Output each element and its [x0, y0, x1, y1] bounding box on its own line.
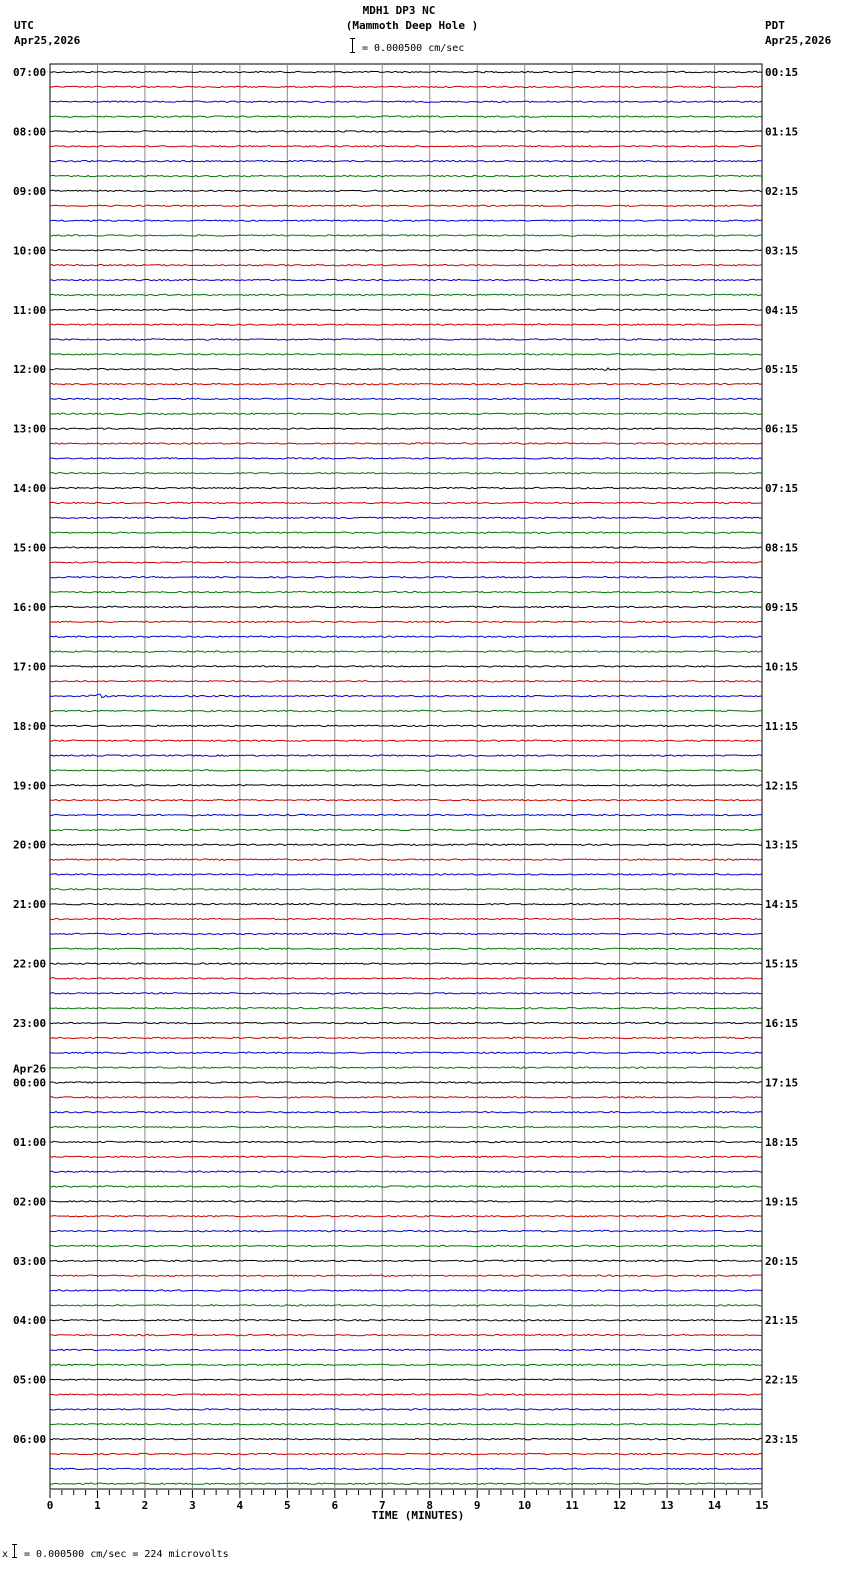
seismic-trace [50, 354, 762, 355]
seismic-trace [50, 621, 762, 622]
utc-hour-label: 15:00 [13, 541, 47, 555]
seismic-trace [50, 844, 762, 845]
seismic-trace [50, 1126, 762, 1127]
pdt-hour-label: 20:15 [765, 1254, 799, 1268]
seismic-trace [50, 1097, 762, 1098]
seismic-trace [50, 398, 762, 399]
utc-hour-label: 04:00 [13, 1314, 47, 1328]
pdt-hour-label: 21:15 [765, 1314, 799, 1328]
pdt-hour-label: 13:15 [765, 838, 799, 852]
pdt-hour-label: 22:15 [765, 1373, 799, 1387]
seismic-trace [50, 889, 762, 890]
seismic-trace [50, 175, 762, 176]
seismic-trace [50, 487, 762, 488]
pdt-hour-label: 03:15 [765, 244, 799, 258]
pdt-hour-label: 14:15 [765, 898, 799, 912]
seismic-trace [50, 814, 762, 815]
seismic-trace [50, 993, 762, 994]
seismic-trace [50, 785, 762, 786]
utc-hour-label: 21:00 [13, 898, 47, 912]
seismic-trace [50, 1334, 762, 1335]
utc-hour-label: 18:00 [13, 719, 47, 733]
pdt-hour-label: 18:15 [765, 1135, 799, 1149]
seismic-trace [50, 874, 762, 875]
seismic-trace [50, 606, 762, 607]
seismic-trace [50, 1424, 762, 1425]
utc-hour-label: 23:00 [13, 1017, 47, 1031]
seismic-trace [50, 250, 762, 251]
utc-hour-label: 10:00 [13, 244, 47, 258]
seismic-trace [50, 577, 762, 578]
seismic-trace [50, 1216, 762, 1217]
seismic-trace [50, 1008, 762, 1009]
station-title: MDH1 DP3 NC [362, 4, 436, 17]
seismic-trace [50, 339, 762, 340]
seismic-trace [50, 532, 762, 533]
seismic-trace [50, 116, 762, 117]
seismic-trace [50, 1245, 762, 1246]
seismic-trace [50, 562, 762, 563]
seismic-trace [50, 220, 762, 221]
seismic-trace [50, 963, 762, 964]
seismic-trace [50, 443, 762, 444]
x-tick-label: 13 [660, 1499, 674, 1512]
seismic-trace [50, 131, 762, 132]
x-tick-label: 2 [141, 1499, 149, 1512]
pdt-hour-label: 02:15 [765, 184, 799, 198]
seismic-trace [50, 1453, 762, 1454]
pdt-hour-label: 11:15 [765, 719, 799, 733]
seismic-trace [50, 1186, 762, 1187]
seismic-trace [50, 918, 762, 919]
footer-marker: x [2, 1549, 9, 1560]
utc-hour-label: 09:00 [13, 184, 47, 198]
seismic-trace [50, 101, 762, 102]
seismic-trace [50, 770, 762, 771]
utc-hour-label: 11:00 [13, 303, 47, 317]
seismic-trace [50, 1260, 762, 1261]
seismic-trace [50, 265, 762, 266]
utc-hour-label: 12:00 [13, 363, 47, 377]
pdt-hour-label: 17:15 [765, 1076, 799, 1090]
seismic-trace [50, 86, 762, 87]
x-tick-label: 5 [284, 1499, 291, 1512]
x-tick-label: 0 [46, 1499, 54, 1512]
date-change-label: Apr26 [13, 1062, 47, 1076]
seismic-trace [50, 1022, 762, 1023]
seismic-trace [50, 71, 762, 72]
utc-hour-label: 05:00 [13, 1373, 47, 1387]
pdt-hour-label: 10:15 [765, 660, 799, 674]
seismic-trace [50, 1305, 762, 1306]
utc-hour-label: 13:00 [13, 422, 47, 436]
utc-hour-label: 08:00 [13, 125, 47, 139]
station-location: (Mammoth Deep Hole ) [345, 19, 479, 32]
seismic-trace [50, 1052, 762, 1053]
x-tick-label: 6 [331, 1499, 339, 1512]
seismic-trace [50, 1438, 762, 1439]
utc-hour-label: 16:00 [13, 600, 47, 614]
seismic-trace [50, 978, 762, 979]
seismic-trace [50, 1201, 762, 1202]
pdt-hour-label: 19:15 [765, 1195, 799, 1209]
pdt-hour-label: 06:15 [765, 422, 799, 436]
pdt-hour-label: 15:15 [765, 957, 799, 971]
seismic-trace [50, 904, 762, 905]
pdt-hour-label: 23:15 [765, 1433, 799, 1447]
seismic-trace [50, 694, 762, 697]
utc-hour-label: 01:00 [13, 1135, 47, 1149]
x-tick-label: 15 [755, 1499, 769, 1512]
x-tick-label: 1 [94, 1499, 101, 1512]
left-date: Apr25,2026 [14, 34, 81, 47]
seismic-trace [50, 740, 762, 741]
utc-hour-label: 06:00 [13, 1433, 47, 1447]
utc-hour-label: 20:00 [13, 838, 47, 852]
seismic-trace [50, 547, 762, 548]
seismic-trace [50, 1483, 762, 1484]
x-tick-label: 3 [189, 1499, 196, 1512]
utc-hour-label: 19:00 [13, 779, 47, 793]
pdt-hour-label: 07:15 [765, 482, 799, 496]
pdt-hour-label: 12:15 [765, 779, 799, 793]
x-tick-label: 10 [518, 1499, 532, 1512]
pdt-hour-label: 04:15 [765, 303, 799, 317]
seismic-trace [50, 458, 762, 459]
seismic-trace [50, 146, 762, 147]
seismic-trace [50, 413, 762, 414]
seismic-trace [50, 502, 762, 503]
seismic-trace [50, 517, 762, 518]
seismic-trace [50, 235, 762, 236]
seismic-trace [50, 1082, 762, 1083]
utc-hour-label: 03:00 [13, 1254, 47, 1268]
x-axis-label: TIME (MINUTES) [371, 1509, 465, 1522]
pdt-hour-label: 08:15 [765, 541, 799, 555]
x-tick-label: 12 [612, 1499, 627, 1512]
seismic-trace [50, 591, 762, 592]
utc-hour-label: 22:00 [13, 957, 47, 971]
seismic-trace [50, 1290, 762, 1291]
footer-scale-bar-icon [14, 1544, 15, 1558]
seismic-trace [50, 1320, 762, 1321]
seismic-trace [50, 190, 762, 191]
seismic-trace [50, 681, 762, 682]
utc-hour-label: 00:00 [13, 1076, 47, 1090]
pdt-hour-label: 05:15 [765, 363, 799, 377]
footer-scale-label: = 0.000500 cm/sec = 224 microvolts [24, 1549, 229, 1560]
pdt-hour-label: 16:15 [765, 1017, 799, 1031]
seismic-trace [50, 651, 762, 652]
pdt-hour-label: 00:15 [765, 66, 799, 79]
seismic-trace [50, 205, 762, 206]
x-tick-label: 4 [236, 1499, 244, 1512]
seismic-trace [50, 279, 762, 280]
utc-hour-label: 07:00 [13, 66, 47, 79]
seismic-trace [50, 1112, 762, 1113]
utc-hour-label: 14:00 [13, 482, 47, 496]
x-tick-label: 9 [473, 1499, 481, 1512]
utc-hour-label: 02:00 [13, 1195, 47, 1209]
seismic-trace [50, 1275, 762, 1276]
right-timezone: PDT [765, 19, 785, 32]
seismic-trace [50, 859, 762, 860]
seismic-trace [50, 1394, 762, 1395]
seismic-trace [50, 829, 762, 830]
x-tick-label: 8 [426, 1499, 434, 1512]
seismic-trace [50, 799, 762, 800]
pdt-hour-label: 09:15 [765, 600, 799, 614]
seismic-trace [50, 1141, 762, 1142]
utc-hour-label: 17:00 [13, 660, 47, 674]
seismic-trace [50, 368, 762, 370]
x-tick-label: 7 [378, 1499, 386, 1512]
x-tick-label: 14 [707, 1499, 722, 1512]
seismic-trace [50, 710, 762, 711]
seismic-trace [50, 383, 762, 384]
seismic-trace [50, 1037, 762, 1038]
right-date: Apr25,2026 [765, 34, 832, 47]
seismic-trace [50, 428, 762, 429]
seismic-trace [50, 161, 762, 162]
seismic-trace [50, 755, 762, 756]
seismic-trace [50, 666, 762, 667]
pdt-hour-label: 01:15 [765, 125, 799, 139]
seismic-trace [50, 1364, 762, 1365]
seismic-trace [50, 636, 762, 637]
scale-label: = 0.000500 cm/sec [362, 43, 465, 54]
seismic-trace [50, 1171, 762, 1172]
seismic-trace [50, 1230, 762, 1231]
seismic-trace [50, 725, 762, 726]
seismic-trace [50, 1067, 762, 1068]
seismic-trace [50, 294, 762, 295]
seismic-trace [50, 1379, 762, 1380]
seismic-trace [50, 1468, 762, 1469]
seismic-trace [50, 948, 762, 949]
left-timezone: UTC [14, 19, 34, 32]
seismic-trace [50, 324, 762, 325]
seismic-trace [50, 309, 762, 310]
seismic-trace [50, 1349, 762, 1350]
x-tick-label: 11 [565, 1499, 579, 1512]
seismic-trace [50, 1409, 762, 1410]
seismic-trace [50, 933, 762, 934]
seismic-trace [50, 1156, 762, 1157]
seismic-trace [50, 473, 762, 474]
